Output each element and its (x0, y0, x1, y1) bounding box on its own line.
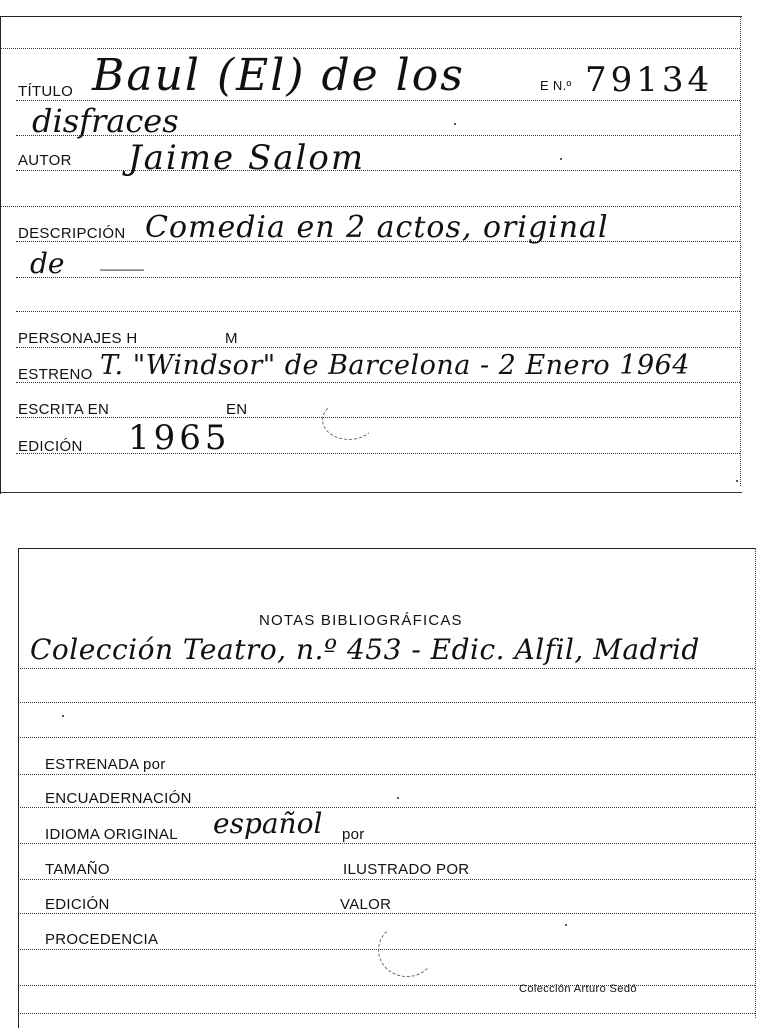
idioma-label: IDIOMA ORIGINAL (45, 826, 178, 843)
titulo-label: TÍTULO (18, 83, 74, 100)
catalog-card-top (0, 0, 759, 495)
ruled-line (16, 417, 740, 418)
paper-speck (565, 924, 567, 926)
idioma-por-label: por (342, 826, 365, 843)
ruled-line (0, 206, 740, 207)
card-top-edge (0, 16, 742, 17)
notas-value: Colección Teatro, n.º 453 - Edic. Alfil, Madrid (30, 633, 700, 666)
estreno-value: T. "Windsor" de Barcelona - 2 Enero 1964 (100, 350, 690, 381)
ruled-line (18, 913, 755, 914)
encuadernacion-label: ENCUADERNACIÓN (45, 790, 192, 807)
tamano-label: TAMAÑO (45, 861, 110, 878)
edicion-label: EDICIÓN (45, 896, 110, 913)
card-bottom-edge (0, 492, 742, 493)
ruled-line (0, 48, 740, 49)
catalog-card-bottom (0, 545, 759, 1028)
paper-speck (560, 158, 562, 160)
paper-speck (397, 797, 399, 799)
ruled-line (16, 311, 740, 312)
ruled-line (18, 879, 755, 880)
descripcion-value-continued: de (30, 247, 65, 280)
descripcion-blank: ____ (100, 246, 144, 271)
ruled-line (16, 347, 740, 348)
paper-smudge (378, 923, 436, 977)
ruled-line (18, 843, 755, 844)
titulo-value-continued: disfraces (32, 102, 179, 140)
escrita-en-label: EN (226, 401, 248, 418)
ruled-line (16, 170, 740, 171)
paper-speck (62, 715, 64, 717)
ruled-line (18, 1013, 755, 1014)
coleccion-stamp: Colección Arturo Sedó (519, 983, 637, 995)
paper-speck (454, 123, 456, 125)
personajes-label: PERSONAJES H (18, 330, 138, 347)
ruled-line (16, 382, 740, 383)
card-top-edge (18, 548, 756, 549)
descripcion-label: DESCRIPCIÓN (18, 225, 126, 242)
ilustrado-label: ILUSTRADO POR (343, 861, 470, 878)
ruled-line (18, 737, 755, 738)
estrenada-label: ESTRENADA por (45, 756, 166, 773)
escrita-label: ESCRITA EN (18, 401, 110, 418)
ruled-line (18, 702, 755, 703)
card-right-edge (755, 548, 756, 1018)
ruled-line (18, 668, 755, 669)
edicion-value: 1965 (128, 418, 231, 458)
autor-value: Jaime Salom (128, 138, 366, 178)
card-left-edge (18, 548, 19, 1028)
ruled-line (18, 774, 755, 775)
ruled-line (16, 277, 740, 278)
card-right-edge (740, 16, 741, 486)
ruled-line (18, 807, 755, 808)
valor-label: VALOR (340, 896, 392, 913)
procedencia-label: PROCEDENCIA (45, 931, 159, 948)
ruled-line (18, 985, 755, 986)
titulo-value: Baul (El) de los (92, 50, 465, 101)
card-left-edge (0, 16, 1, 494)
personajes-m-label: M (225, 330, 238, 347)
ruled-line (16, 453, 740, 454)
descripcion-value: Comedia en 2 actos, original (145, 210, 609, 245)
numero-value: 79134 (585, 60, 714, 100)
edicion-label: EDICIÓN (18, 438, 83, 455)
notas-heading: NOTAS BIBLIOGRÁFICAS (259, 612, 463, 629)
numero-prefix: E N.º (540, 78, 572, 93)
paper-smudge (322, 400, 376, 440)
estreno-label: ESTRENO (18, 366, 93, 383)
autor-label: AUTOR (18, 152, 72, 169)
idioma-value: español (213, 807, 323, 840)
paper-speck (736, 480, 738, 482)
